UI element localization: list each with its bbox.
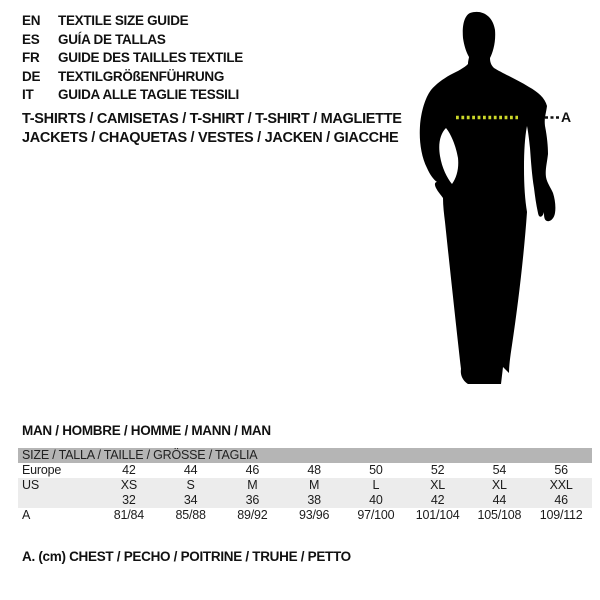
row-label: Europe [22,463,62,477]
language-code: EN [22,13,41,28]
table-row-europe [18,463,592,478]
size-table [18,448,592,523]
table-cell: 52 [430,463,445,477]
language-code: FR [22,50,40,66]
man-silhouette-shape [420,12,556,384]
table-cell: 42 [122,463,136,477]
table-cell: 50 [369,463,383,477]
table-cell: 81/84 [113,508,145,522]
table-cell: 93/96 [298,508,330,522]
table-row-us-numeric [18,493,592,508]
table-cell: 32 [122,493,136,507]
table-cell: 46 [554,493,568,507]
measurement-footnote: A. (cm) CHEST / PECHO / POITRINE / TRUHE / PETTO [22,549,351,564]
table-cell: 38 [307,493,321,507]
category-line-jackets: JACKETS / CHAQUETAS / VESTES / JACKEN / GIACCHE [22,130,399,146]
table-cell: 48 [307,463,321,477]
table-cell: 40 [369,493,383,507]
table-cell: L [372,478,380,492]
table-cell: 42 [430,493,445,507]
table-cell: 56 [554,463,568,477]
table-row-chest-cm [18,508,592,523]
measure-label-a: A [561,109,572,125]
row-cells [98,508,592,523]
section-title-man: MAN / HOMBRE / HOMME / MANN / MAN [22,423,271,438]
row-label: US [22,478,39,492]
table-row-us [18,478,592,493]
table-cell: 54 [492,463,507,477]
language-code: ES [22,31,40,47]
table-cell: M [309,478,320,492]
language-code: DE [22,68,41,84]
table-cell: XL [491,478,507,492]
row-label: A [22,508,31,522]
table-cell: S [186,478,195,492]
language-label: GUIDE DES TAILLES TEXTILE [58,50,244,66]
table-cell: 89/92 [237,508,268,522]
language-label: GUIDA ALLE TAGLIE TESSILI [58,87,239,103]
table-cell: M [247,478,258,492]
row-cells [98,493,592,508]
row-cells [98,478,592,493]
table-cell: XL [430,478,446,492]
table-cell: 34 [183,493,198,507]
table-cell: 44 [183,463,198,477]
category-line-tshirts: T-SHIRTS / CAMISETAS / T-SHIRT / T-SHIRT / MAGLIETTE [22,111,402,127]
table-cell: XXL [549,478,573,492]
table-cell: 36 [245,493,260,507]
language-label: TEXTILGRÖßENFÜHRUNG [58,68,225,84]
language-label: TEXTILE SIZE GUIDE [58,13,189,28]
table-cell: XS [120,478,138,492]
table-cell: 85/88 [175,508,206,522]
table-cell: 97/100 [357,508,395,522]
size-table-header: SIZE / TALLA / TAILLE / GRÖSSE / TAGLIA [18,448,592,463]
table-cell: 44 [492,493,507,507]
language-label: GUÍA DE TALLAS [58,31,166,47]
row-cells [98,463,592,478]
table-cell: 101/104 [415,508,460,522]
table-cell: 46 [245,463,260,477]
table-cell: 109/112 [539,508,583,522]
language-code: IT [22,87,34,103]
table-cell: 105/108 [477,508,522,522]
